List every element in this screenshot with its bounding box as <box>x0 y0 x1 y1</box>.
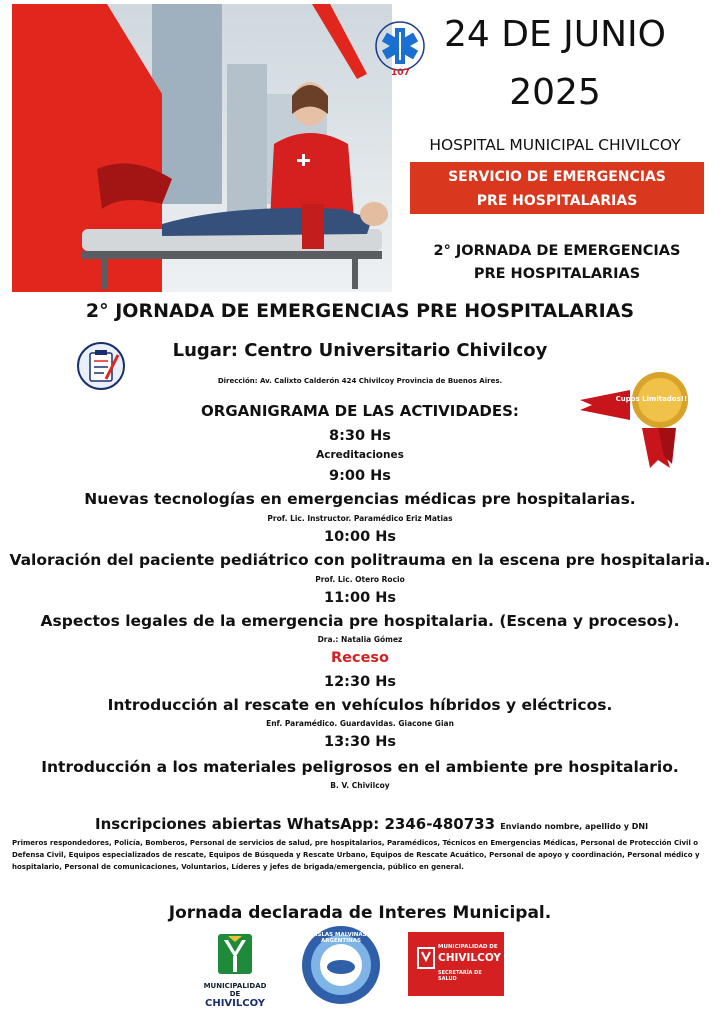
service-banner <box>410 162 704 214</box>
logo2-text: ISLAS MALVINAS ARGENTINAS <box>315 932 367 944</box>
activity-title: Aspectos legales de la emergencia pre hospitalaria. (Escena y procesos). <box>40 612 680 630</box>
date-year: 2025 <box>509 72 601 113</box>
activity-speaker: Dra.: Natalia Gómez <box>317 635 403 644</box>
date-day-month: 24 DE JUNIO <box>443 14 666 55</box>
municipal-interest-statement: Jornada declarada de Interes Municipal. <box>168 903 552 923</box>
activity-title: Valoración del paciente pediátrico con politrauma en la escena pre hospitalaria. <box>9 551 711 569</box>
activity-speaker: Enf. Paramédico. Guardavidas. Giacone Gian <box>266 719 454 728</box>
activity-speaker: Prof. Lic. Otero Rocio <box>315 575 405 584</box>
logo1-line1: MUNICIPALIDAD DE <box>203 982 267 998</box>
star-of-life-emblem <box>373 20 427 80</box>
activity-speaker: Prof. Lic. Instructor. Paramédico Eriz Matias <box>267 514 453 523</box>
time-slot: 9:00 Hs <box>329 468 391 484</box>
service-line1: SERVICIO DE EMERGENCIAS <box>448 169 666 185</box>
event-address: Dirección: Av. Calixto Calderón 424 Chivilcoy Provincia de Buenos Aires. <box>217 377 503 385</box>
time-slot: 10:00 Hs <box>324 529 396 545</box>
badge-label: Cupos Limitados!!! <box>615 395 691 403</box>
registration-note: Enviando nombre, apellido y DNI <box>500 822 649 831</box>
emblem-number: 107 <box>391 68 410 78</box>
service-line2: PRE HOSPITALARIAS <box>476 193 638 209</box>
secretaria-salud-logo <box>408 932 504 996</box>
time-slot: 11:00 Hs <box>324 590 396 606</box>
activity-title: Acreditaciones <box>316 449 404 461</box>
jornada-line1: 2° JORNADA DE EMERGENCIAS <box>433 243 681 259</box>
hospital-name: HOSPITAL MUNICIPAL CHIVILCOY <box>429 136 681 154</box>
break-label: Receso <box>330 650 390 666</box>
malvinas-logo <box>300 924 382 1006</box>
activity-title: Introducción a los materiales peligrosos en el ambiente pre hospitalario. <box>41 758 679 776</box>
jornada-line2: PRE HOSPITALARIAS <box>473 266 641 282</box>
logo1-line2: CHIVILCOY <box>205 998 265 1009</box>
time-slot: 8:30 Hs <box>329 428 391 444</box>
hero-image <box>12 4 392 292</box>
target-audience: Primeros respondedores, Policía, Bomberos, Personal de servicios de salud, pre hospitalarios, Paramédicos, Técnicos en Emergencias Médicas, Personal de Protección Civil o Defensa Civil, Equipos especializados de rescate, Equipos de Búsqueda y Rescate Urbano, Equipos de Rescate Acuático, Personal de apoyo y coordinación, Personal médico y hospitalario, Personal de comunicaciones, Voluntarios, Líderes y jefes de brigada/emergencia, público en general. <box>12 839 700 871</box>
organigrama-title: ORGANIGRAMA DE LAS ACTIVIDADES: <box>201 402 519 420</box>
main-title: 2° JORNADA DE EMERGENCIAS PRE HOSPITALARIAS <box>85 300 635 322</box>
activity-speaker: B. V. Chivilcoy <box>330 781 390 790</box>
time-slot: 12:30 Hs <box>324 674 396 690</box>
event-location: Lugar: Centro Universitario Chivilcoy <box>172 340 548 361</box>
registration-whatsapp: Inscripciones abiertas WhatsApp: 2346-480733 <box>95 815 496 833</box>
activity-title: Nuevas tecnologías en emergencias médicas pre hospitalarias. <box>84 490 636 508</box>
time-slot: 13:30 Hs <box>324 734 396 750</box>
logo3-line1: MUNICIPALIDAD DE <box>438 944 498 950</box>
activity-title: Introducción al rescate en vehículos híbridos y eléctricos. <box>107 696 613 714</box>
municipalidad-logo <box>200 932 270 1009</box>
logo3-line2: CHIVILCOY <box>438 952 501 964</box>
logo3-line3: SECRETARÍA DE SALUD <box>438 970 482 982</box>
jornada-subtitle <box>410 240 704 286</box>
registration-info <box>95 815 648 833</box>
